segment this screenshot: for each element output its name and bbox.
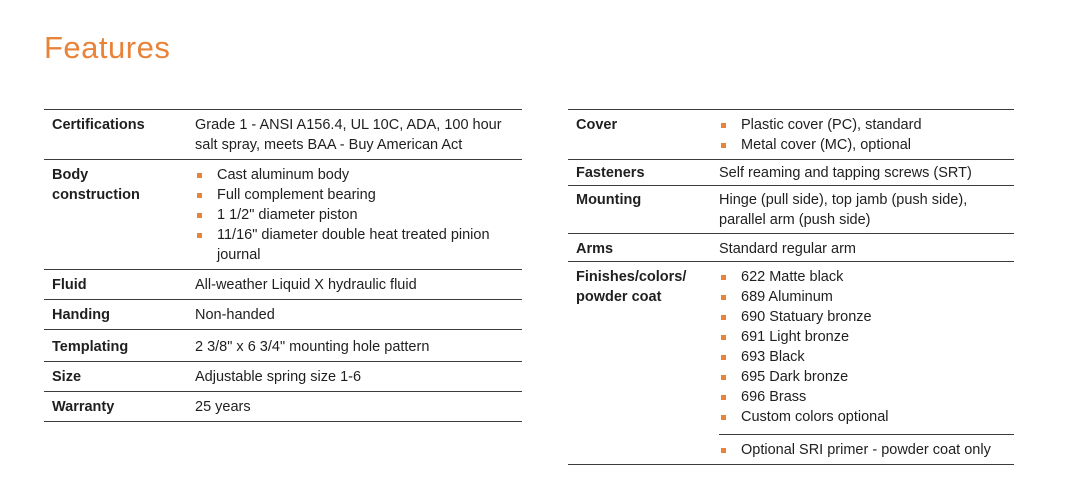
features-table-right	[568, 109, 1014, 465]
row-label: Mounting	[576, 192, 642, 208]
table-row	[44, 362, 522, 392]
table-row	[568, 262, 1014, 429]
list-item: Optional SRI primer - powder coat only	[719, 440, 1014, 460]
row-label: Warranty	[52, 399, 115, 415]
table-row	[44, 330, 522, 362]
table-row	[568, 429, 1014, 465]
row-label: Finishes/colors/ powder coat	[576, 269, 687, 305]
row-label: Size	[52, 369, 82, 385]
row-value: Self reaming and tapping screws (SRT)	[719, 165, 972, 181]
row-value: Adjustable spring size 1-6	[195, 369, 362, 385]
list-item: 689 Aluminum	[719, 287, 1014, 307]
row-value	[719, 267, 1014, 427]
row-value	[719, 115, 1014, 155]
list-item: 622 Matte black	[719, 267, 1014, 287]
row-label: Handing	[52, 307, 110, 323]
table-row	[44, 300, 522, 330]
list-item: Metal cover (MC), optional	[719, 135, 1014, 155]
table-row	[568, 110, 1014, 160]
row-value: Standard regular arm	[719, 241, 857, 257]
row-label: Arms	[576, 241, 614, 257]
list-item: 691 Light bronze	[719, 327, 1014, 347]
table-row	[44, 270, 522, 300]
list-item: 690 Statuary bronze	[719, 307, 1014, 327]
row-value: Hinge (pull side), top jamb (push side), parallel arm (push side)	[719, 192, 968, 228]
row-value	[195, 165, 522, 265]
row-value: 2 3/8" x 6 3/4" mounting hole pattern	[195, 339, 430, 355]
list-item: Custom colors optional	[719, 407, 1014, 427]
table-row	[568, 160, 1014, 186]
list-item: 1 1/2" diameter piston	[195, 205, 522, 225]
list-item: Cast aluminum body	[195, 165, 522, 185]
row-label: Body construction	[52, 167, 140, 203]
list-item: 693 Black	[719, 347, 1014, 367]
row-value	[719, 434, 1014, 460]
row-label: Cover	[576, 117, 618, 133]
row-value: 25 years	[195, 399, 251, 415]
features-table-left	[44, 109, 522, 422]
row-label: Fasteners	[576, 165, 645, 181]
page-title: Features	[44, 30, 171, 65]
list-item: 696 Brass	[719, 387, 1014, 407]
row-label: Fluid	[52, 277, 87, 293]
row-value: Grade 1 - ANSI A156.4, UL 10C, ADA, 100 hour salt spray, meets BAA - Buy American Act	[195, 117, 502, 153]
table-row	[44, 110, 522, 160]
list-item: Plastic cover (PC), standard	[719, 115, 1014, 135]
list-item: Full complement bearing	[195, 185, 522, 205]
table-row	[44, 392, 522, 422]
list-item: 695 Dark bronze	[719, 367, 1014, 387]
list-item: 11/16" diameter double heat treated pinion journal	[195, 225, 522, 265]
row-value: Non-handed	[195, 307, 275, 323]
row-label: Templating	[52, 339, 129, 355]
table-row	[568, 186, 1014, 234]
table-row	[568, 234, 1014, 262]
row-label: Certifications	[52, 117, 145, 133]
row-value: All-weather Liquid X hydraulic fluid	[195, 277, 417, 293]
table-row	[44, 160, 522, 270]
